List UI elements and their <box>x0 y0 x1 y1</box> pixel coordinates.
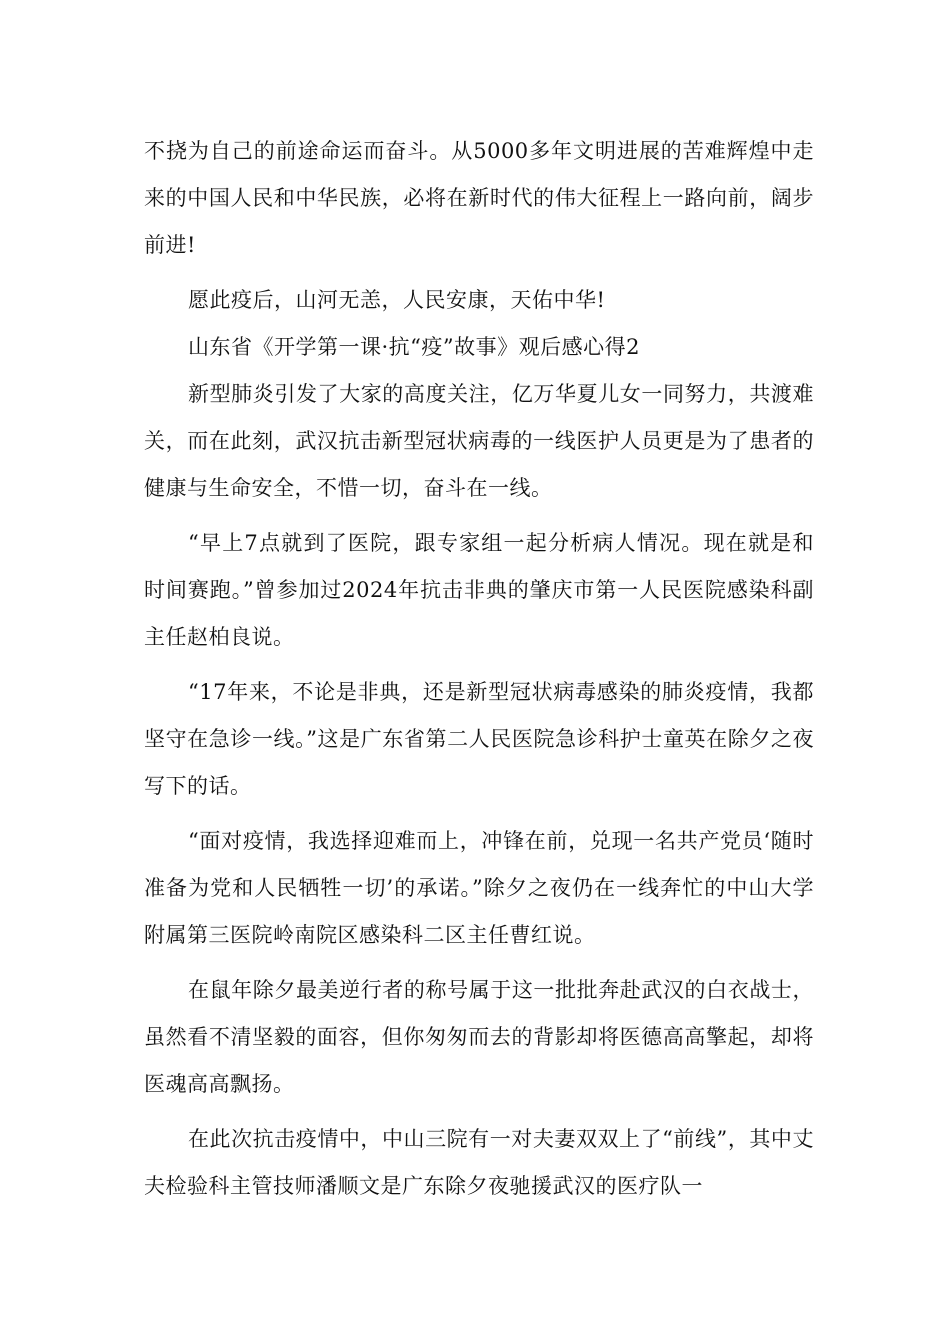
paragraph-quote-cao: “面对疫情，我选择迎难而上，冲锋在前，兑现一名共产党员‘随时准备为党和人民牺牲一切’的承诺。”除夕之夜仍在一线奔忙的中山大学附属第三医院岭南院区感染科二区主任曹红说。 <box>144 829 814 947</box>
paragraph-blessing: 愿此疫后，山河无恙，人民安康，天佑中华! <box>188 288 606 312</box>
paragraph-couple: 在此次抗击疫情中，中山三院有一对夫妻双双上了“前线”，其中丈夫检验科主管技师潘顺文是广东除夕夜驰援武汉的医疗队一 <box>144 1127 814 1198</box>
document-body <box>144 128 814 1210</box>
paragraph-quote-tong: “17年来，不论是非典，还是新型冠状病毒感染的肺炎疫情，我都坚守在急诊一线。”这是广东省第二人民医院急诊科护士童英在除夕之夜写下的话。 <box>144 680 814 798</box>
paragraph-continuation: 不挠为自己的前途命运而奋斗。从5000多年文明进展的苦难辉煌中走来的中国人民和中华民族，必将在新时代的伟大征程上一路向前，阔步前进! <box>144 139 814 257</box>
paragraph-intro: 新型肺炎引发了大家的高度关注，亿万华夏儿女一同努力，共渡难关，而在此刻，武汉抗击新型冠状病毒的一线医护人员更是为了患者的健康与生命安全，不惜一切，奋斗在一线。 <box>144 382 814 500</box>
section-heading: 山东省《开学第一课·抗“疫”故事》观后感心得2 <box>188 335 641 359</box>
paragraph-quote-zhao: “早上7点就到了医院，跟专家组一起分析病人情况。现在就是和时间赛跑。”曾参加过2024年抗击非典的肇庆市第一人民医院感染科副主任赵柏良说。 <box>144 531 814 649</box>
paragraph-retrograde: 在鼠年除夕最美逆行者的称号属于这一批批奔赴武汉的白衣战士，虽然看不清坚毅的面容，但你匆匆而去的背影却将医德高高擎起，却将医魂高高飘扬。 <box>144 978 814 1096</box>
